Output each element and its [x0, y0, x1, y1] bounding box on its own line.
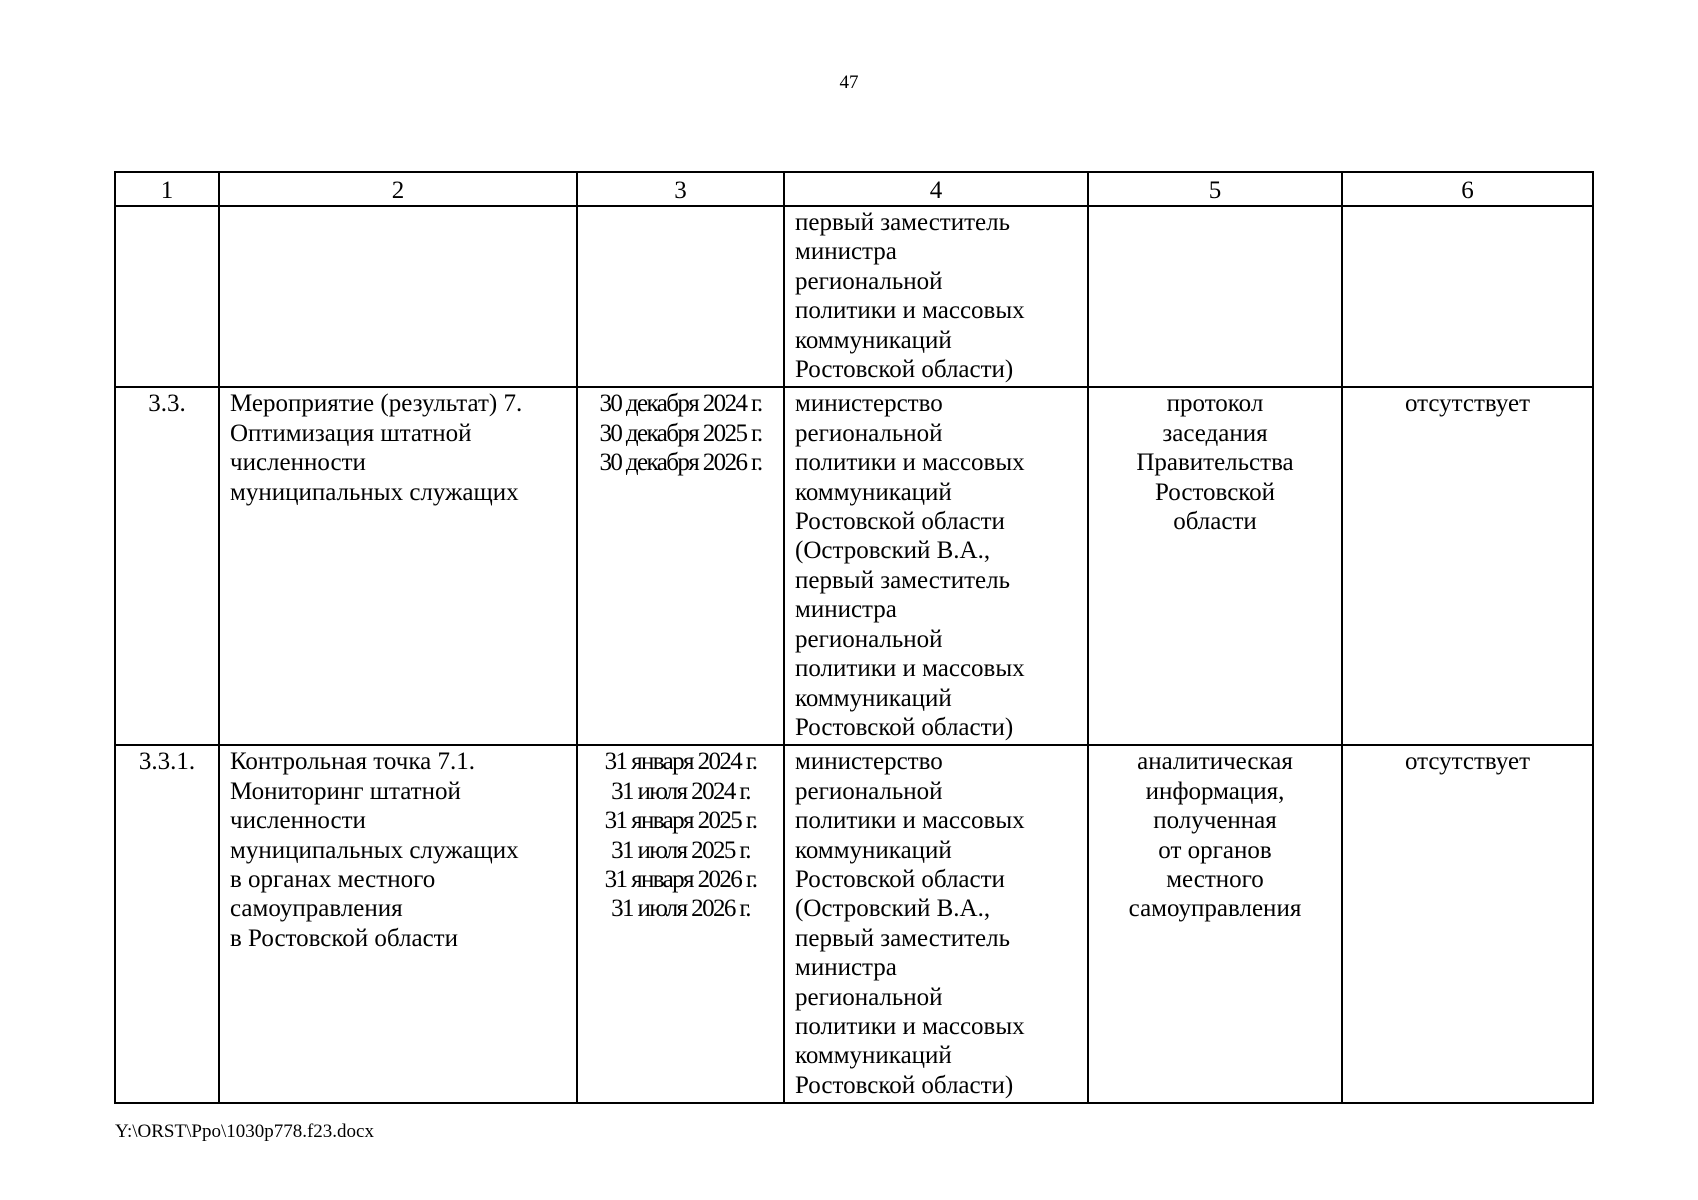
- cell-responsible: [784, 206, 1088, 387]
- cell-number: [115, 387, 219, 745]
- cell-document-line: самоуправления: [1128, 895, 1302, 923]
- cell-name: [219, 206, 577, 387]
- cell-responsible-line: министра: [795, 238, 897, 266]
- cell-responsible-line: коммуникаций: [795, 1042, 952, 1070]
- cell-dates-line: 30 декабря 2026 г.: [599, 449, 762, 477]
- cell-responsible-line: региональной: [795, 777, 943, 805]
- plan-table: [114, 171, 1594, 1104]
- cell-name-line: муниципальных служащих: [230, 836, 519, 864]
- cell-number-text: 3.3.: [148, 390, 186, 418]
- cell-name-line: в Ростовской области: [230, 924, 458, 952]
- cell-responsible-line: министерство: [795, 390, 943, 418]
- cell-document-line: аналитическая: [1137, 748, 1293, 776]
- cell-responsible-line: региональной: [795, 419, 943, 447]
- cell-dates-line: 31 января 2024 г.: [604, 748, 757, 776]
- cell-responsible-line: коммуникаций: [795, 836, 952, 864]
- cell-document-line: информация,: [1145, 777, 1285, 805]
- cell-name-line: самоуправления: [230, 895, 403, 923]
- cell-responsible-line: коммуникаций: [795, 478, 952, 506]
- column-header: 6: [1342, 172, 1593, 206]
- page-number: 47: [839, 72, 859, 93]
- cell-document-line: заседания: [1162, 419, 1268, 447]
- cell-document-line: Ростовской: [1154, 478, 1276, 506]
- cell-document: [1088, 206, 1342, 387]
- cell-name-line: численности: [230, 449, 366, 477]
- cell-number-text: 3.3.1.: [138, 748, 196, 776]
- cell-responsible-line: политики и массовых: [795, 449, 1025, 477]
- cell-responsible-line: Ростовской области): [795, 1071, 1014, 1099]
- cell-responsible-line: Ростовской области: [795, 865, 1005, 893]
- cell-dates-line: 30 декабря 2025 г.: [599, 419, 762, 447]
- table-body: [115, 206, 1593, 1103]
- cell-info: [1342, 745, 1593, 1103]
- column-header: 3: [577, 172, 784, 206]
- cell-responsible-line: политики и массовых: [795, 297, 1025, 325]
- cell-name-line: Оптимизация штатной: [230, 419, 472, 447]
- table-row: [115, 745, 1593, 1103]
- footer-file-path: Y:\ORST\Ppo\1030p778.f23.docx: [115, 1121, 374, 1142]
- cell-document: [1088, 387, 1342, 745]
- table-row: [115, 387, 1593, 745]
- column-header: 1: [115, 172, 219, 206]
- cell-responsible-line: коммуникаций: [795, 326, 952, 354]
- cell-responsible-line: министра: [795, 596, 897, 624]
- cell-responsible-line: коммуникаций: [795, 684, 952, 712]
- cell-responsible-line: региональной: [795, 983, 943, 1011]
- cell-dates-line: 31 января 2026 г.: [604, 865, 757, 893]
- cell-responsible-line: Ростовской области): [795, 356, 1014, 384]
- cell-document: [1088, 745, 1342, 1103]
- cell-dates: [577, 745, 784, 1103]
- cell-responsible-line: министерство: [795, 748, 943, 776]
- column-header: 2: [219, 172, 577, 206]
- cell-dates: [577, 206, 784, 387]
- cell-responsible-line: Ростовской области): [795, 713, 1014, 741]
- cell-number: [115, 745, 219, 1103]
- cell-dates-line: 31 июля 2025 г.: [611, 836, 750, 864]
- cell-number: [115, 206, 219, 387]
- cell-dates: [577, 387, 784, 745]
- cell-responsible-line: первый заместитель: [795, 209, 1011, 236]
- cell-name-line: Мониторинг штатной: [230, 777, 461, 805]
- cell-responsible: [784, 387, 1088, 745]
- column-header: 5: [1088, 172, 1342, 206]
- cell-document-line: области: [1173, 508, 1257, 536]
- cell-responsible-line: министра: [795, 954, 897, 982]
- cell-name-line: численности: [230, 807, 366, 835]
- cell-document-line: полученная: [1153, 807, 1277, 835]
- cell-document-line: Правительства: [1136, 449, 1294, 477]
- cell-responsible-line: (Островский В.А.,: [795, 895, 991, 923]
- table-row: [115, 206, 1593, 387]
- cell-responsible-line: (Островский В.А.,: [795, 537, 991, 565]
- cell-responsible: [784, 745, 1088, 1103]
- cell-responsible-line: первый заместитель: [795, 566, 1011, 594]
- cell-responsible-line: политики и массовых: [795, 655, 1025, 683]
- cell-info-text: отсутствует: [1404, 390, 1531, 418]
- cell-responsible-line: первый заместитель: [795, 924, 1011, 952]
- cell-info: [1342, 387, 1593, 745]
- cell-document-line: от органов: [1158, 836, 1272, 864]
- cell-info-text: отсутствует: [1404, 748, 1531, 776]
- cell-name: [219, 745, 577, 1103]
- cell-name-line: Контрольная точка 7.1.: [230, 748, 475, 776]
- cell-document-line: протокол: [1166, 390, 1264, 418]
- cell-document-line: местного: [1166, 865, 1264, 893]
- cell-responsible-line: региональной: [795, 625, 943, 653]
- table-header-row: [115, 172, 1593, 206]
- cell-dates-line: 31 июля 2024 г.: [611, 777, 750, 805]
- cell-name-line: в органах местного: [230, 865, 436, 893]
- cell-responsible-line: региональной: [795, 267, 943, 295]
- cell-responsible-line: Ростовской области: [795, 508, 1005, 536]
- cell-dates-line: 31 июля 2026 г.: [611, 895, 750, 923]
- cell-info: [1342, 206, 1593, 387]
- cell-responsible-line: политики и массовых: [795, 1012, 1025, 1040]
- cell-dates-line: 30 декабря 2024 г.: [599, 390, 762, 418]
- cell-name-line: муниципальных служащих: [230, 478, 519, 506]
- cell-dates-line: 31 января 2025 г.: [604, 807, 757, 835]
- cell-responsible-line: политики и массовых: [795, 807, 1025, 835]
- cell-name-line: Мероприятие (результат) 7.: [230, 390, 523, 418]
- column-header: 4: [784, 172, 1088, 206]
- cell-name: [219, 387, 577, 745]
